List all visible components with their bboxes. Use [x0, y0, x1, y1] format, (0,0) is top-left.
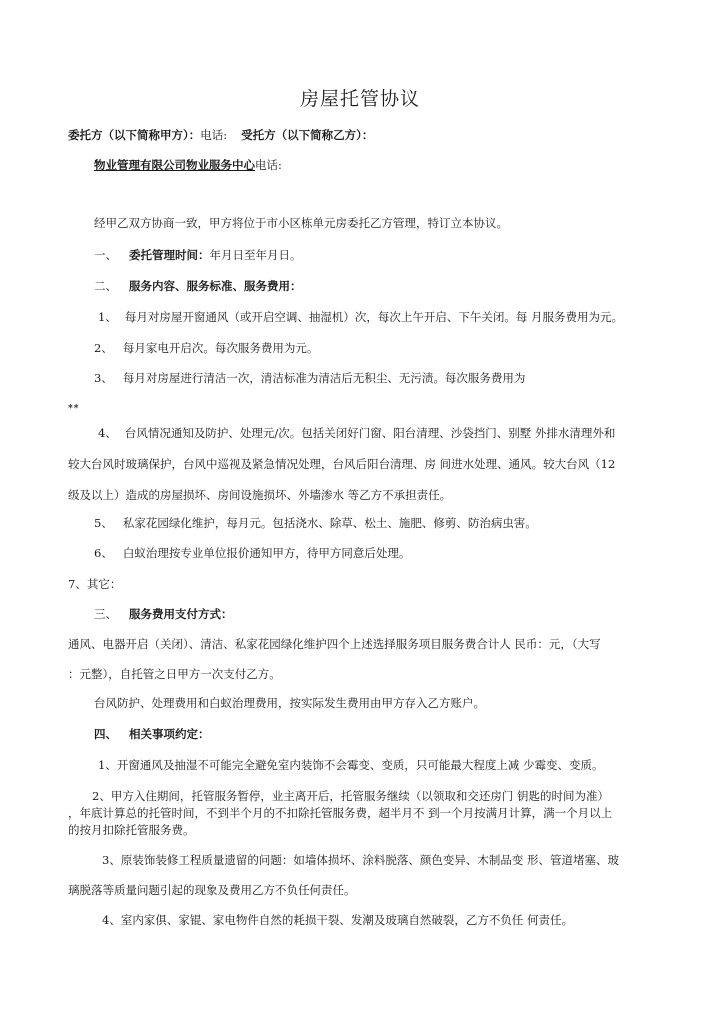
section-4 [94, 727, 210, 741]
section-1 [94, 248, 302, 262]
section-3 [94, 607, 233, 621]
item-6-text: 白蚁治理按专业单位报价通知甲方，待甲方同意后处理。 [122, 546, 411, 560]
section-2-label: 服务内容、服务标准、服务费用： [129, 279, 302, 293]
item-4-text-a: 台风情况通知及防护、处理元/次。包括关闭好门窗、阳台清理、沙袋挡门、别墅 外排水清理外和 [124, 426, 616, 440]
section-2 [94, 279, 302, 293]
item-6 [94, 546, 410, 560]
item-6-number: 6、 [94, 546, 113, 560]
item-5 [94, 516, 537, 530]
item-1-number: 1、 [98, 310, 117, 324]
footnote-mark: ** [68, 404, 80, 414]
principal-label: 委托方（以下简称甲方）： [68, 128, 201, 142]
company-line [94, 158, 282, 172]
item-4-continued-b: 较大台风时玻璃保护，台风中巡视及紧急情况处理，台风后阳台清理、房 间进水处理、通风。较大台风（12 [68, 457, 616, 471]
company-phone: 电话: [255, 158, 282, 172]
parties-line [68, 128, 373, 142]
document-title: 房屋托管协议 [300, 88, 421, 110]
item-1-text: 每月对房屋开窗通风（或开启空调、抽湿机）次，每次上午开启、下午关闭。每 月服务费用为元。 [124, 310, 623, 324]
section-1-label: 委托管理时间： [129, 248, 210, 262]
item-3-number: 3、 [94, 371, 113, 385]
section-3-label: 服务费用支付方式： [129, 607, 233, 621]
clause-4: 4、室内家俱、家锟、家电物件自然的耗损干裂、发潮及玻璃自然破裂，乙方不负任 何责任。 [102, 913, 573, 927]
item-4 [98, 426, 615, 440]
item-2 [94, 341, 318, 355]
section-3-number: 三、 [94, 607, 117, 621]
item-3-text: 每月对房屋进行清洁一次，清洁标准为清洁后无积尘、无污渍。每次服务费用为 [122, 371, 526, 385]
section-3-paragraph-3: 台风防护、处理费用和白蚁治理费用，按实际发生费用由甲方存入乙方账户。 [94, 696, 485, 710]
item-2-number: 2、 [94, 341, 113, 355]
item-5-text: 私家花园绿化维护，每月元。包括浇水、除草、松土、施肥、修剪、防治病虫害。 [122, 516, 537, 530]
principal-phone: 电话: [200, 128, 228, 142]
section-3-paragraph-2: ：元整），自托管之日甲方一次支付乙方。 [68, 667, 281, 681]
section-1-text: 年月日至年月日。 [209, 248, 302, 262]
trustee-label: 受托方（以下简称乙方）： [241, 128, 374, 142]
item-7: 7、其它： [68, 577, 122, 591]
company-name: 物业管理有限公司物业服务中心 [94, 158, 255, 172]
item-2-text: 每月家电开启次。每次服务费用为元。 [122, 341, 319, 355]
item-3 [94, 371, 525, 385]
section-3-paragraph-1: 通风、电器开启（关闭）、清洁、私家花园绿化维护四个上述选择服务项目服务费合计人 民币：元，（大写 [68, 637, 601, 651]
intro-paragraph: 经甲乙双方协商一致，甲方将位于市小区栋单元房委托乙方管理，特订立本协议。 [94, 216, 508, 230]
item-4-number: 4、 [98, 426, 117, 440]
item-5-number: 5、 [94, 516, 113, 530]
section-1-number: 一、 [94, 248, 117, 262]
section-2-number: 二、 [94, 279, 117, 293]
section-4-label: 相关事项约定： [129, 727, 210, 741]
clause-3-line-2: 璃脱落等质量问题引起的现象及费用乙方不负任何责任。 [68, 883, 356, 897]
item-4-continued-c: 级及以上）造成的房屋损坏、房间设施损坏、外墙渗水 等乙方不承担责任。 [68, 488, 452, 502]
clause-3-line-1: 3、原装饰装修工程质量遗留的问题：如墙体损坏、涂料脱落、颜色变异、木制品变 形、管道堵塞、玻 [102, 853, 619, 867]
section-4-number: 四、 [94, 727, 117, 741]
clause-2-line-2: ，年底计算总的托管时间，不到半个月的不扣除托管服务费，超半月不 到一个月按满月计算，满一个月以上 [68, 806, 613, 820]
clause-1: 1、开窗通风及抽湿不可能完全避免室内装饰不会霉变、变质，只可能最大程度上减 少霉变、变质。 [98, 758, 604, 772]
clause-2-line-1: 2、甲方入住期间，托管服务暂停，业主离开后，托管服务继续（以领取和交还房门 钥匙的时间为准） [92, 789, 609, 803]
clause-2-line-3: 的按月扣除托管服务费。 [68, 823, 195, 837]
item-1 [98, 310, 623, 324]
